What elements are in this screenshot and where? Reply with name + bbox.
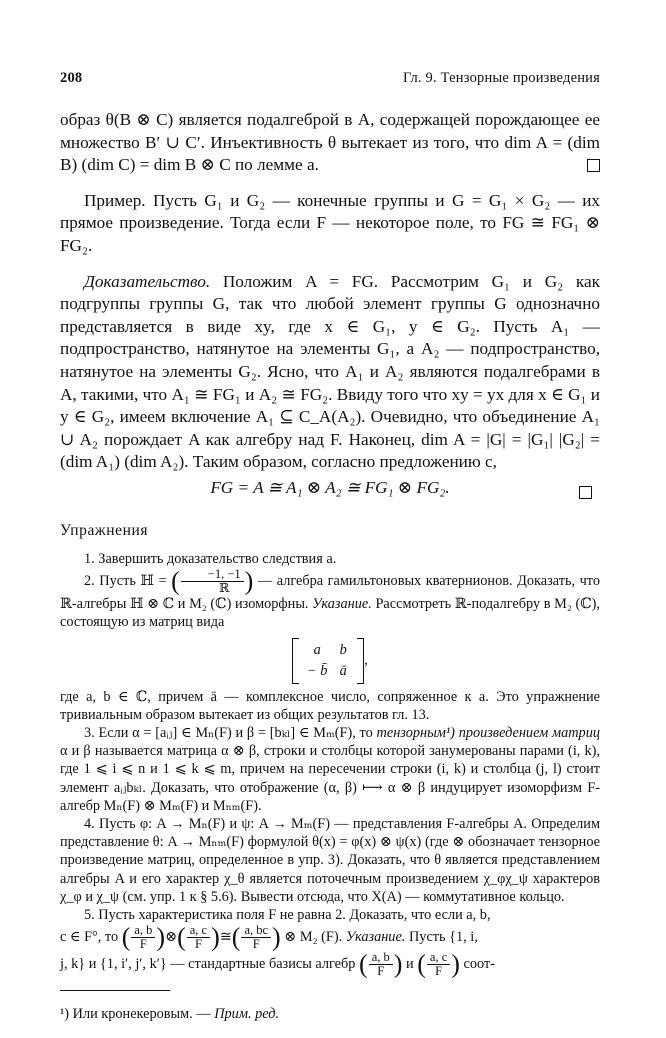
footnote-rule [60, 990, 170, 991]
frac-denominator: F [252, 937, 260, 952]
exercise-5-text: j, k} и {1, i′, j′, k′} — стандартные базисы алгебр [60, 955, 356, 972]
chapter-title: Гл. 9. Тензорные произведения [402, 70, 600, 86]
quaternion-symbol [181, 568, 244, 595]
matrix-entry: b [339, 641, 347, 658]
matrix-entry: − b̄ [307, 662, 328, 679]
exercise-3-start: 3. Если α = [aᵢⱼ] ∈ Mₙ(F) и β = [bₖₗ] ∈ Mₘ(F), то [84, 724, 377, 741]
exercise-2-start: 2. Пусть ℍ = [84, 572, 167, 589]
right-paren-icon: ) [272, 922, 281, 952]
matrix-entry: ā [339, 662, 347, 679]
right-paren-icon: ) [244, 566, 254, 596]
exercise-5-start: 5. Пусть характеристика поля F не равна 2. Доказать, что если a, b, [84, 906, 491, 923]
frac-denominator: ℝ [219, 581, 230, 596]
exercise-5-line2: c ∈ F°, то ( $\frac{a, b}{F}$ )⊗( $\frac{a, c}{F}$ )≅( $\frac{a, bc}{F}$ ) ⊗ M₂ (F). Указание. Пусть {1, i, [60, 922, 478, 952]
paragraph-text: образ θ(B ⊗ C) является подалгеброй в A, содержащей порождающее ее множество B′ ∪ C′. Инъективность θ вытекает из того, что dim A = (dim B) (dim C) = dim B ⊗ C по лемме a. [60, 110, 600, 175]
hint-label: Указание. [345, 928, 406, 945]
frac-denominator: F [194, 937, 202, 952]
frac-numerator: −1, −1 [181, 568, 244, 582]
exercise-5-text: и [406, 955, 414, 972]
exercise-5-text: соот- [463, 955, 495, 972]
defined-term: тензорным¹) произведением матриц [376, 724, 601, 741]
frac-numerator: a, b [369, 951, 393, 965]
left-paren-icon: ( [177, 922, 186, 952]
hint-text: Пусть {1, i, [405, 928, 478, 945]
footnote [60, 1005, 600, 1023]
exercise-3-text: α и β называется матрица α ⊗ β, строки и столбцы которой занумерованы парами (i, k), где 1 ⩽ i ⩽ n и 1 ⩽ k ⩽ m, причем на пересечении строки (i, k) и столбца (j, l) стоит элемент aᵢⱼbₖₗ. Доказать, что отображение (α, β) ⟼ α ⊗ β индуцирует изоморфизм F-алгебр Mₙ(F) ⊗ Mₘ(F) и Mₙₘ(F). [60, 743, 600, 814]
exercise-4: 4. Пусть φ: A → Mₙ(F) и ψ: A → Mₘ(F) — представления F-алгебры A. Определим представление θ: A → Mₙₘ(F) формулой θ(x) = φ(x) ⊗ ψ(x) (где ⊗ обозначает тензорное произведение матриц, определенное в упр. 3). Доказать, что θ является представлением алгебры A и его характер χ_θ является поточечным произведением χ_φχ_ψ характеров χ_φ и χ_ψ (см. упр. 1 к § 5.6). Вывести отсюда, что X(A) — коммутативное кольцо. [60, 815, 600, 905]
quaternion-algebra-ac [427, 951, 450, 978]
example-paragraph [60, 190, 600, 258]
exercise-5-text: ⊗ M₂ (F). [284, 928, 343, 945]
running-header [60, 70, 600, 87]
exercise-5-line3 [60, 951, 600, 978]
exercises-heading: Упражнения [60, 521, 149, 539]
matrix-entry: a [313, 641, 321, 658]
left-bracket-icon [292, 638, 299, 684]
frac-numerator: a, c [187, 924, 210, 938]
exercise-2 [60, 568, 600, 631]
matrix-comma: , [364, 652, 368, 669]
exercise-1: 1. Завершить доказательство следствия a. [84, 550, 337, 567]
exercise-5 [60, 906, 600, 924]
qed-square-icon [579, 486, 592, 499]
qed-square-icon [587, 159, 600, 172]
exercise-2-text: — алгебра гамильтоновых кватернионов. Доказать, что ℝ-алгебры ℍ ⊗ ℂ и M₂ (ℂ) изоморфны. [60, 572, 600, 613]
matrix [60, 638, 600, 684]
left-paren-icon: ( [231, 922, 241, 952]
quaternion-algebra-ac [187, 924, 210, 951]
example-text: Пусть G₁ и G₂ — конечные группы и G = G₁ × G₂ — их прямое произведение. Тогда если F — некоторое поле, то FG ≅ FG₁ ⊗ FG₂. [60, 190, 600, 255]
left-paren-icon: ( [359, 949, 368, 979]
left-paren-icon: ( [121, 922, 131, 952]
right-bracket-icon [357, 638, 364, 684]
editor-note: Прим. ред. [214, 1006, 280, 1023]
frac-denominator: F [377, 964, 385, 979]
matrix-entries [302, 642, 354, 680]
paragraph-continuation [60, 109, 600, 177]
right-paren-icon: ) [393, 949, 403, 979]
frac-numerator: a, bc [241, 924, 271, 938]
frac-denominator: F [139, 937, 147, 952]
frac-denominator: F [435, 964, 443, 979]
hint-text: Рассмотреть ℝ-подалгебру в M₂ (ℂ), состоящую из матриц вида [60, 596, 600, 631]
proof-label: Доказательство. [84, 271, 211, 291]
left-paren-icon: ( [417, 949, 426, 979]
proof-text: Положим A = FG. Рассмотрим G₁ и G₂ как подгруппы группы G, так что любой элемент группы G однозначно представляется в виде xy, где x ∈ G₁, y ∈ G₂. Пусть A₁ — подпространство, натянутое на элементы G₁, а A₂ — подпространство, натянутое на элементы G₂. Ясно, что A₁ и A₂ являются подалгебрами в A, такими, что A₁ ≅ FG₁ и A₂ ≅ FG₂. Ввиду того что xy = yx для x ∈ G₁ и y ∈ G₂, имеем включение A₁ ⊆ C_A(A₂). Очевидно, что объединение A₁ ∪ A₂ порождает A как алгебру над F. Наконец, dim A = |G| = |G₁| |G₂| = (dim A₁) (dim A₂). Таким образом, согласно предложению c, [60, 271, 600, 472]
example-label: Пример. [84, 190, 146, 210]
quaternion-algebra-ab [369, 951, 393, 978]
hint-label: Указание. [312, 596, 372, 613]
frac-numerator: a, c [427, 951, 450, 965]
exercise-2-continuation: где a, b ∈ ℂ, причем ā — комплексное число, сопряженное к a. Это упражнение тривиальным образом вытекает из общих результатов гл. 13. [60, 688, 600, 723]
quaternion-algebra-abc [241, 924, 271, 951]
right-paren-icon: ) [156, 922, 166, 952]
exercise-3 [60, 724, 600, 815]
page [60, 70, 600, 1038]
footnote-text: ¹) Или кронекеровым. — [60, 1006, 215, 1023]
proof-paragraph [60, 271, 600, 474]
right-paren-icon: ) [451, 949, 460, 979]
quaternion-algebra-ab [131, 924, 155, 951]
left-paren-icon: ( [171, 566, 180, 596]
right-paren-icon: ) [211, 922, 220, 952]
display-equation [60, 476, 600, 500]
page-number: 208 [60, 70, 83, 86]
exercise-5-text: c ∈ F°, то [60, 928, 119, 945]
frac-numerator: a, b [131, 924, 155, 938]
equation-text: FG = A ≅ A₁ ⊗ A₂ ≅ FG₁ ⊗ FG₂. [210, 477, 450, 497]
